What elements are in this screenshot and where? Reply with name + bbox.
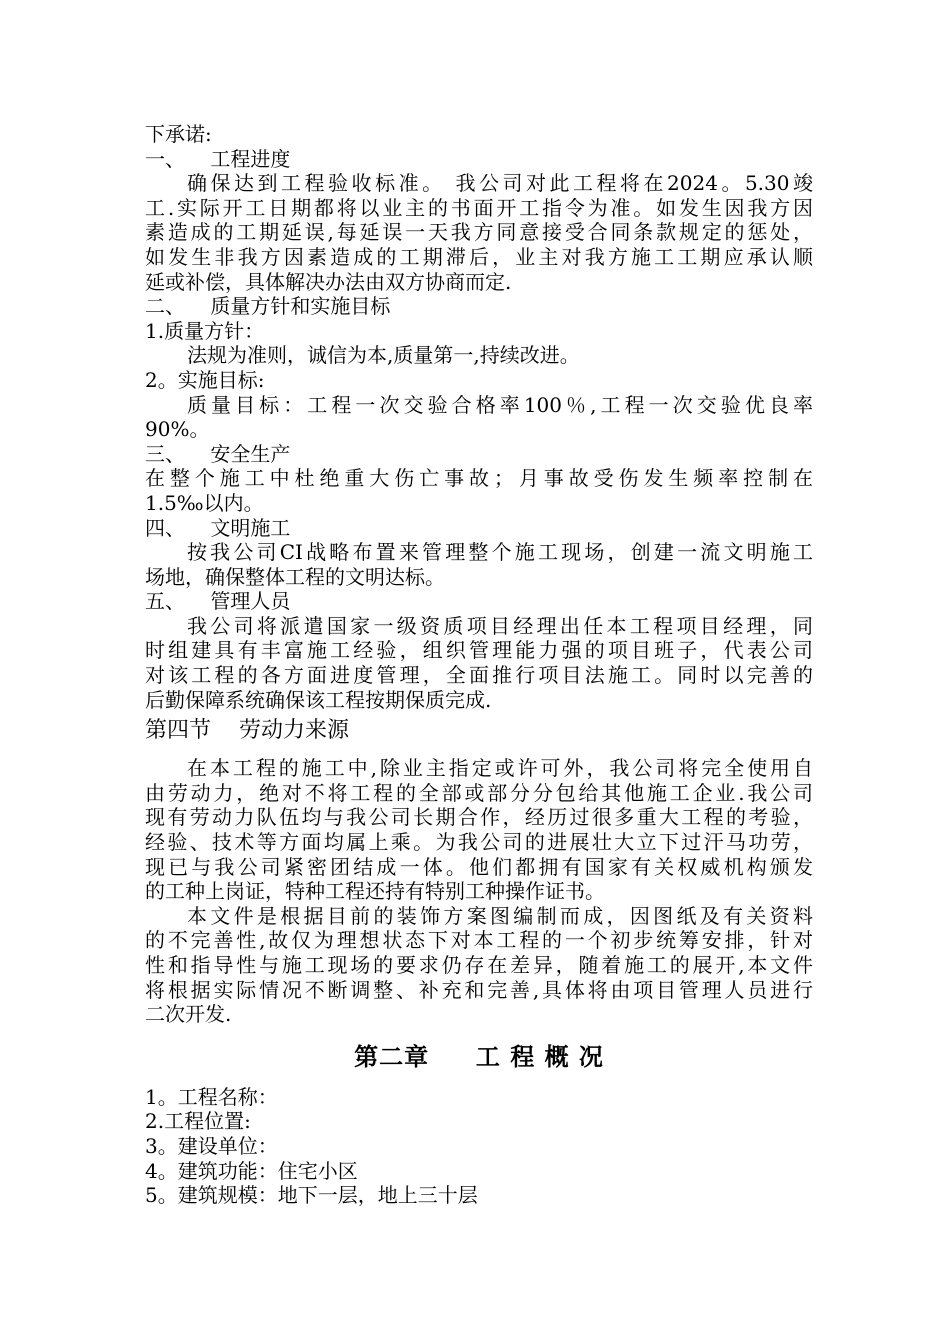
text-line: 法规为准则，诚信为本,质量第一,持续改进。 — [187, 343, 580, 368]
text-line: 1.5‰以内。 — [145, 490, 264, 515]
text-line: 的不完善性,故仅为理想状态下对本工程的一个初步统筹安排，针对 — [145, 928, 813, 953]
text-line: 时组建具有丰富施工经验，组织管理能力强的项目班子，代表公司 — [145, 638, 813, 663]
text-line: 1。工程名称： — [145, 1084, 278, 1109]
text-line: 后勤保障系统确保该工程按期保质完成. — [145, 687, 492, 712]
text-line: 延或补偿，具体解决办法由双方协商而定. — [145, 269, 512, 294]
text-line: 三、 安全生产 — [145, 441, 291, 466]
text-line: 工.实际开工日期都将以业主的书面开工指令为准。如发生因我方因 — [145, 195, 813, 220]
text-line: 90%。 — [145, 417, 210, 442]
text-line: 由劳动力，绝对不将工程的全部或部分分包给其他施工企业.我公司 — [145, 780, 813, 805]
section-heading: 第四节 劳动力来源 — [145, 718, 349, 744]
text-line: 场地，确保整体工程的文明达标。 — [145, 564, 445, 589]
text-line: 3。建设单位： — [145, 1133, 278, 1158]
project-overview-list — [145, 1085, 813, 1208]
text-line: 素造成的工期延误,每延误一天我方同意接受合同条款规定的惩处， — [145, 220, 813, 245]
text-line: 经验、技术等方面均属上乘。为我公司的进展壮大立下过汗马功劳， — [145, 830, 813, 855]
text-line: 五、 管理人员 — [145, 589, 291, 614]
text-line: 如发生非我方因素造成的工期滞后，业主对我方施工工期应承认顺 — [145, 244, 813, 269]
text-line: 本文件是根据目前的装饰方案图编制而成，因图纸及有关资料 — [187, 903, 813, 928]
text-line: 将根据实际情况不断调整、补充和完善,具体将由项目管理人员进行 — [145, 977, 813, 1002]
text-line: 2.工程位置: — [145, 1109, 251, 1134]
text-line: 对该工程的各方面进度管理，全面推行项目法施工。同时以完善的 — [145, 663, 813, 688]
text-line: 质量目标：工程一次交验合格率100％,工程一次交验优良率 — [187, 392, 813, 417]
text-line: 按我公司CI战略布置来管理整个施工现场，创建一流文明施工 — [187, 540, 813, 565]
text-line: 5。建筑规模：地下一层，地上三十层 — [145, 1183, 478, 1208]
text-line: 1.质量方针： — [145, 318, 265, 343]
text-line: 的工种上岗证，特种工程还持有特别工种操作证书。 — [145, 879, 605, 904]
text-line: 在本工程的施工中,除业主指定或许可外，我公司将完全使用自 — [187, 756, 813, 781]
text-line: 4。建筑功能：住宅小区 — [145, 1158, 358, 1183]
document-page — [145, 122, 813, 1208]
text-line: 四、 文明施工 — [145, 515, 291, 540]
text-line: 2。实施目标: — [145, 367, 265, 392]
commitment-section — [145, 122, 813, 712]
text-line: 下承诺: — [145, 122, 212, 146]
text-line: 现已与我公司紧密团结成一体。他们都拥有国家有关权威机构颁发 — [145, 854, 813, 879]
text-line: 二次开发. — [145, 1002, 232, 1027]
text-line: 一、 工程进度 — [145, 146, 291, 171]
text-line: 二、 质量方针和实施目标 — [145, 294, 391, 319]
text-line: 现有劳动力队伍均与我公司长期合作，经历过很多重大工程的考验， — [145, 805, 813, 830]
chapter-heading: 第二章 工 程 概 况 — [354, 1041, 604, 1071]
labor-source-section — [145, 756, 813, 1027]
text-line: 我公司将派遣国家一级资质项目经理出任本工程项目经理，同 — [187, 613, 813, 638]
text-line: 性和指导性与施工现场的要求仍存在差异，随着施工的展开,本文件 — [145, 953, 813, 977]
text-line: 在整个施工中杜绝重大伤亡事故；月事故受伤发生频率控制在 — [145, 466, 813, 491]
text-line: 确保达到工程验收标准。 我公司对此工程将在2024。5.30竣 — [187, 171, 813, 196]
